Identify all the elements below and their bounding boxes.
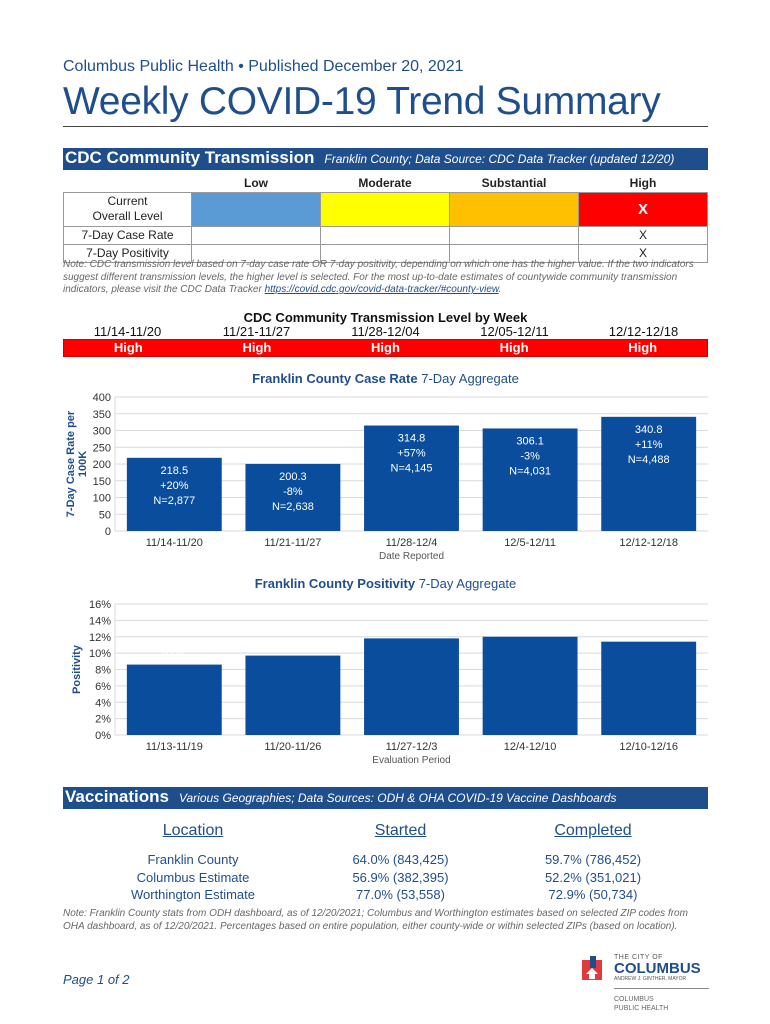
positivity-high-cell: X xyxy=(579,244,708,262)
y-tick-label: 0 xyxy=(104,526,111,538)
location-cell: Worthington Estimate xyxy=(130,887,256,902)
data-label: +57% xyxy=(397,447,426,460)
page-title: Weekly COVID-19 Trend Summary xyxy=(63,80,661,123)
data-label: N=4,145 xyxy=(390,462,433,475)
case-rate-chart-title-main: Franklin County Case Rate xyxy=(252,371,418,386)
overall-moderate-cell xyxy=(321,192,450,226)
data-label: 11.8% xyxy=(396,623,427,636)
y-tick-label: 400 xyxy=(92,392,111,404)
completed-cell: 72.9% (50,734) xyxy=(548,887,638,902)
week-level: High xyxy=(499,340,529,355)
location-cell: Franklin County xyxy=(147,852,239,867)
page-number: Page 1 of 2 xyxy=(63,972,130,987)
week-level: High xyxy=(113,340,143,355)
logo-dept-line-2: PUBLIC HEALTH xyxy=(614,1005,669,1012)
data-label: 8.6% xyxy=(161,649,187,662)
data-label: 218.5 xyxy=(160,464,189,477)
weekly-level-bar xyxy=(63,339,708,357)
y-tick-label: 10% xyxy=(88,648,111,661)
case-rate-chart-title-suffix: 7-Day Aggregate xyxy=(421,371,519,386)
y-tick-label: 150 xyxy=(92,475,111,488)
positivity-chart-title-main: Franklin County Positivity xyxy=(254,576,416,591)
positivity-chart xyxy=(0,592,770,772)
column-header-location: Location xyxy=(162,822,224,839)
bar xyxy=(483,637,578,735)
data-label: N=2,877 xyxy=(153,494,196,507)
positivity-chart-title xyxy=(63,576,708,591)
bar xyxy=(601,642,696,735)
y-tick-label: 50 xyxy=(98,509,111,522)
cdc-section-subtitle: Franklin County; Data Source: CDC Data Tracker (updated 12/20) xyxy=(324,152,675,166)
y-tick-label: 100 xyxy=(92,492,111,505)
week-level: High xyxy=(242,340,272,355)
data-label: 314.8 xyxy=(397,432,426,445)
data-label: 200.3 xyxy=(279,470,307,483)
case-rate-moderate-cell xyxy=(321,226,450,244)
case-rate-high-cell: X xyxy=(579,226,708,244)
data-label: 9.7% xyxy=(280,640,306,653)
data-label: +20% xyxy=(160,479,189,492)
level-header-low: Low xyxy=(244,176,268,191)
vaccinations-section-title: Vaccinations xyxy=(65,787,169,806)
table-row xyxy=(64,192,708,226)
logo-city-name: COLUMBUS xyxy=(614,960,701,977)
overall-high-cell: X xyxy=(579,192,708,226)
table-row xyxy=(64,226,708,244)
data-label: +11% xyxy=(634,438,663,451)
data-label: N=4,031 xyxy=(509,465,552,478)
week-label: 12/12-12/18 xyxy=(608,324,679,339)
case-rate-substantial-cell xyxy=(450,226,579,244)
table-row xyxy=(63,870,708,888)
case-rate-low-cell xyxy=(192,226,321,244)
case-rate-chart-title xyxy=(63,371,708,386)
week-label: 11/21-11/27 xyxy=(222,324,291,339)
x-tick-label: 12/4-12/10 xyxy=(503,741,557,753)
weekly-level-weeks xyxy=(63,324,708,339)
data-label: N=4,488 xyxy=(627,453,670,466)
row-label-case-rate: 7-Day Case Rate xyxy=(64,226,192,244)
cdc-note-end: . xyxy=(498,284,502,295)
vaccinations-section-subtitle: Various Geographies; Data Sources: ODH & OHA COVID-19 Vaccine Dashboards xyxy=(178,791,617,805)
cdc-section-title: CDC Community Transmission xyxy=(65,148,315,167)
vaccination-table-header xyxy=(63,822,708,852)
x-axis-title: Date Reported xyxy=(378,551,445,562)
case-rate-chart xyxy=(0,385,770,565)
location-cell: Columbus Estimate xyxy=(136,869,250,885)
positivity-chart-title-suffix: 7-Day Aggregate xyxy=(418,576,517,591)
logo-mayor-line: ANDREW J. GINTHER, MAYOR xyxy=(614,976,687,982)
city-flag-icon xyxy=(580,954,610,982)
level-header-moderate: Moderate xyxy=(358,176,412,191)
bar xyxy=(364,638,459,735)
vaccination-note: Note: Franklin County stats from ODH dashboard, as of 12/20/2021; Columbus and Worthington estimates based on selected ZIP codes from OHA dashboard, as of 12/20/2021. Percentages based on entire population, either county-wide or within selected ZIPs (based on location). xyxy=(63,908,688,932)
x-tick-label: 11/28-12/4 xyxy=(385,537,438,549)
vaccination-table xyxy=(63,822,708,905)
overall-substantial-cell xyxy=(450,192,579,226)
y-tick-label: 4% xyxy=(95,697,111,710)
x-tick-label: 11/13-11/19 xyxy=(145,741,203,753)
y-axis-title-line: 7-Day Case Rate per xyxy=(65,410,77,518)
level-header-substantial: Substantial xyxy=(481,176,547,191)
y-axis-title-line: 100K xyxy=(77,450,89,478)
y-axis-title: Positivity xyxy=(71,645,83,694)
x-tick-label: 12/10-12/16 xyxy=(619,741,679,753)
x-tick-label: 12/12-12/18 xyxy=(619,537,679,549)
x-tick-label: 11/14-11/20 xyxy=(145,537,203,549)
title-divider xyxy=(63,126,708,127)
x-tick-label: 11/21-11/27 xyxy=(264,537,322,549)
week-level: High xyxy=(628,340,658,355)
week-label: 12/05-12/11 xyxy=(480,324,549,339)
bar xyxy=(245,656,340,735)
logo-small-text: THE CITY OF xyxy=(614,954,663,961)
table-row xyxy=(63,887,708,905)
data-label: 11.4% xyxy=(633,626,664,639)
table-row xyxy=(63,852,708,870)
week-level: High xyxy=(371,340,400,355)
y-tick-label: 12% xyxy=(88,631,111,644)
started-cell: 56.9% (382,395) xyxy=(352,869,449,885)
city-logo xyxy=(580,954,710,1013)
x-tick-label: 11/27-12/3 xyxy=(385,741,438,753)
completed-cell: 59.7% (786,452) xyxy=(544,852,642,867)
row-label-overall: Current Overall Level xyxy=(64,192,192,226)
vaccinations-section-header xyxy=(63,787,708,809)
level-header-high: High xyxy=(629,176,657,191)
y-tick-label: 16% xyxy=(88,599,111,611)
data-label: 340.8 xyxy=(634,423,663,436)
data-label: 306.1 xyxy=(516,435,544,448)
week-label: 11/14-11/20 xyxy=(93,324,162,339)
cdc-note xyxy=(63,259,711,297)
overall-low-cell xyxy=(192,192,321,226)
publisher-line: Columbus Public Health • Published December 20, 2021 xyxy=(63,58,464,75)
y-tick-label: 8% xyxy=(95,664,111,677)
data-label: -3% xyxy=(520,450,540,463)
x-tick-label: 12/5-12/11 xyxy=(504,537,556,549)
bar xyxy=(127,665,222,735)
y-tick-label: 0% xyxy=(95,730,111,742)
y-tick-label: 300 xyxy=(92,425,111,438)
x-axis-title: Evaluation Period xyxy=(372,755,451,766)
x-tick-label: 11/20-11/26 xyxy=(264,741,322,753)
started-cell: 77.0% (53,558) xyxy=(356,887,445,902)
column-header-started: Started xyxy=(374,822,427,839)
cdc-data-tracker-link[interactable]: https://covid.cdc.gov/covid-data-tracker/#county-view xyxy=(264,284,499,295)
logo-dept-line-1: COLUMBUS xyxy=(614,996,654,1003)
weekly-level-title: CDC Community Transmission Level by Week xyxy=(243,310,528,325)
week-label: 11/28-12/04 xyxy=(351,324,420,339)
cdc-note-text: Note: CDC transmission level based on 7-day case rate OR 7-day positivity, depending on which one has the higher value. If the two indicators suggest different transmission levels, the higher level is selected. For the most up-to-date estimates of countywide community transmission indicators, please visit the CDC Data Tracker xyxy=(63,259,694,295)
data-label: 12.0% xyxy=(514,621,546,634)
data-label: -8% xyxy=(283,485,303,498)
data-label: N=2,638 xyxy=(271,500,314,513)
transmission-level-table xyxy=(63,175,708,263)
logo-divider xyxy=(614,988,709,989)
y-tick-label: 14% xyxy=(88,615,111,628)
completed-cell: 52.2% (351,021) xyxy=(544,869,642,885)
y-tick-label: 2% xyxy=(95,713,111,726)
y-tick-label: 350 xyxy=(92,408,111,421)
cdc-section-header xyxy=(63,148,708,170)
y-tick-label: 6% xyxy=(95,680,111,693)
y-tick-label: 200 xyxy=(92,459,111,471)
column-header-completed: Completed xyxy=(554,822,632,839)
y-axis-title xyxy=(65,410,89,517)
started-cell: 64.0% (843,425) xyxy=(352,852,449,867)
y-tick-label: 250 xyxy=(92,442,111,455)
row-label-positivity: 7-Day Positivity xyxy=(64,244,192,262)
